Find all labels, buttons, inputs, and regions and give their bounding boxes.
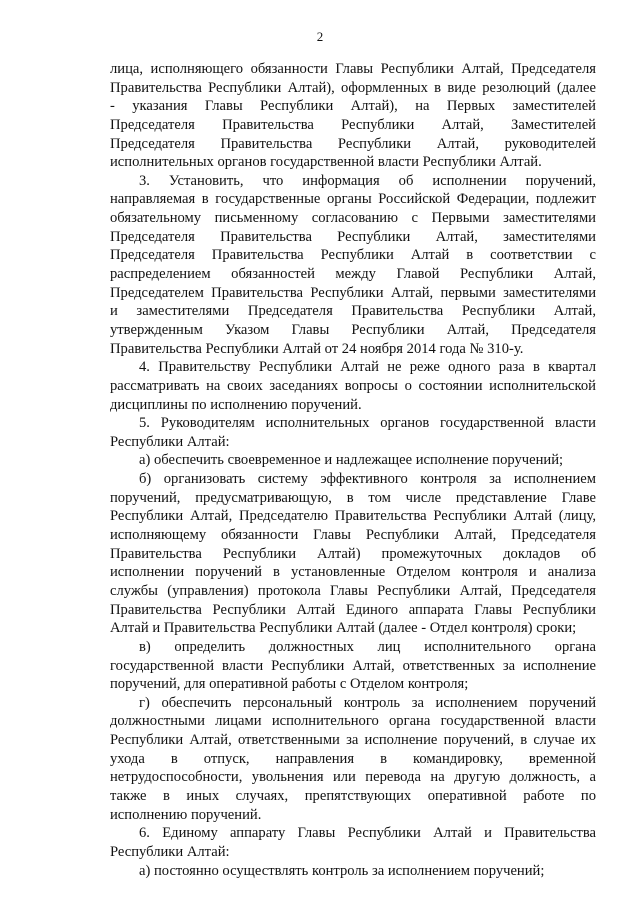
- text-line: дисциплины по исполнению поручений.: [110, 396, 362, 413]
- text-line: Правительства Республики Алтай от 24 ноября 2014 года № 310-у.: [110, 340, 524, 357]
- text-line: Председателем Правительства Республики Алтай, первыми заместителями: [110, 284, 596, 301]
- text-line: исполняющему обязанности Главы Республики Алтай, Председателя: [110, 527, 596, 544]
- text-line: также в иных случаях, препятствующих оперативной работе по: [110, 787, 596, 804]
- text-line: Республики Алтай:: [110, 843, 230, 860]
- text-line: Республики Алтай, ответственными за исполнение поручений, в случае их: [110, 732, 596, 749]
- text-line: и заместителями Председателя Правительства Республики Алтай,: [110, 303, 596, 320]
- text-line: службы (управления) протокола Главы Республики Алтай, Председателя: [110, 582, 596, 599]
- text-line: 5. Руководителям исполнительных органов государственной власти: [139, 415, 596, 432]
- text-line: 3. Установить, что информация об исполнении поручений,: [139, 172, 596, 189]
- text-line: направляемая в государственные органы Российской Федерации, подлежит: [110, 191, 596, 208]
- text-line: - указания Главы Республики Алтай), на Первых заместителей: [110, 98, 596, 115]
- text-line: 4. Правительству Республики Алтай не реже одного раза в квартал: [139, 359, 596, 376]
- text-line: исполнительных органов государственной власти Республики Алтай.: [110, 154, 542, 171]
- text-line: 6. Единому аппарату Главы Республики Алтай и Правительства: [139, 825, 596, 842]
- text-line: исполнении поручений в установленные Отделом контроля и анализа: [110, 564, 596, 581]
- text-line: Правительства Республики Алтай Единого аппарата Главы Республики: [110, 601, 596, 618]
- text-line: Председателя Правительства Республики Алтай, руководителей: [110, 135, 596, 152]
- page-number: 2: [316, 29, 324, 44]
- text-line: ухода в отпуск, направления в командировку, временной: [110, 750, 596, 767]
- text-line: Председателя Правительства Республики Алтай, заместителями: [110, 228, 596, 245]
- text-line: обязательному письменному согласованию с Первыми заместителями: [110, 210, 596, 227]
- text-line: в) определить должностных лиц исполнительного органа: [139, 638, 596, 655]
- text-line: г) обеспечить персональный контроль за исполнением поручений: [139, 694, 596, 711]
- text-line: Республики Алтай, Председателю Правительства Республики Алтай (лицу,: [110, 508, 596, 525]
- text-line: Республики Алтай:: [110, 433, 230, 450]
- text-line: утвержденным Указом Главы Республики Алтай, Председателя: [110, 321, 596, 338]
- text-line: а) обеспечить своевременное и надлежащее исполнение поручений;: [139, 452, 564, 469]
- text-line: б) организовать систему эффективного контроля за исполнением: [139, 471, 596, 488]
- text-line: Председателя Правительства Республики Алтай в соответствии с: [110, 247, 596, 264]
- text-line: государственной власти Республики Алтай, ответственных за исполнение: [110, 657, 596, 674]
- text-line: рассматривать на своих заседаниях вопросы о состоянии исполнительской: [110, 377, 596, 394]
- text-line: лица, исполняющего обязанности Главы Республики Алтай, Председателя: [110, 61, 596, 77]
- text-line: исполнению поручений.: [110, 806, 262, 823]
- document-body: [110, 60, 596, 880]
- text-line: Председателя Правительства Республики Алтай, Заместителей: [110, 116, 596, 133]
- text-line: а) постоянно осуществлять контроль за исполнением поручений;: [139, 862, 545, 879]
- text-line: Алтай и Правительства Республики Алтай (далее - Отдел контроля) сроки;: [110, 620, 577, 637]
- text-line: поручений, для оперативной работы с Отделом контроля;: [110, 676, 469, 693]
- text-line: Правительства Республики Алтай) промежуточных докладов об: [110, 545, 596, 562]
- text-line: поручений, предусматривающую, в том числе представление Главе: [110, 489, 596, 506]
- text-line: должностными лицами исполнительного органа государственной власти: [110, 713, 596, 730]
- text-line: нетрудоспособности, увольнения или перевода на другую должность, а: [110, 769, 596, 786]
- text-line: распределением обязанностей между Главой Республики Алтай,: [110, 266, 596, 283]
- text-line: Правительства Республики Алтай), оформленных в виде резолюций (далее: [110, 79, 596, 96]
